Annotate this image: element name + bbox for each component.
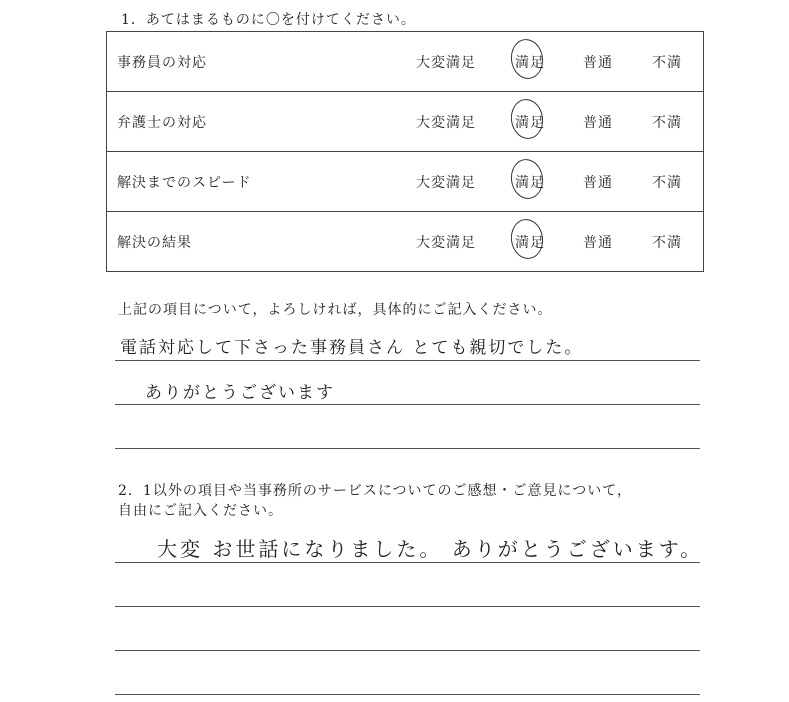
selection-circle bbox=[508, 157, 545, 201]
handwritten-feedback: 大変 お世話になりました。 ありがとうございます。 bbox=[157, 537, 704, 561]
option-dissatisfied[interactable]: 不満 bbox=[652, 55, 682, 71]
table-row bbox=[107, 152, 703, 212]
comment-prompt: 上記の項目について，よろしければ，具体的にご記入ください。 bbox=[118, 302, 553, 318]
option-satisfied[interactable]: 満足 bbox=[515, 115, 545, 131]
option-very-satisfied[interactable]: 大変満足 bbox=[416, 115, 476, 131]
selection-circle bbox=[508, 97, 545, 141]
option-neutral[interactable]: 普通 bbox=[583, 235, 613, 251]
writing-line bbox=[115, 360, 700, 361]
selection-circle bbox=[508, 217, 545, 261]
writing-line bbox=[115, 404, 700, 405]
table-row bbox=[107, 32, 703, 92]
row-label: 弁護士の対応 bbox=[117, 115, 207, 131]
option-very-satisfied[interactable]: 大変満足 bbox=[416, 55, 476, 71]
row-label: 解決の結果 bbox=[117, 235, 192, 251]
option-neutral[interactable]: 普通 bbox=[583, 115, 613, 131]
section2-heading: 2．1以外の項目や当事務所のサービスについてのご感想・ご意見について， bbox=[118, 483, 632, 499]
option-satisfied[interactable]: 満足 bbox=[515, 175, 545, 191]
satisfaction-table bbox=[106, 31, 704, 272]
selection-circle bbox=[508, 37, 545, 81]
handwritten-comment-line: 電話対応して下さった事務員さん とても親切でした。 bbox=[120, 338, 584, 358]
writing-line bbox=[115, 448, 700, 449]
writing-line bbox=[115, 562, 700, 563]
option-satisfied[interactable]: 満足 bbox=[515, 55, 545, 71]
option-very-satisfied[interactable]: 大変満足 bbox=[416, 235, 476, 251]
writing-line bbox=[115, 606, 700, 607]
option-neutral[interactable]: 普通 bbox=[583, 55, 613, 71]
table-row bbox=[107, 92, 703, 152]
option-dissatisfied[interactable]: 不満 bbox=[652, 115, 682, 131]
option-neutral[interactable]: 普通 bbox=[583, 175, 613, 191]
option-very-satisfied[interactable]: 大変満足 bbox=[416, 175, 476, 191]
option-dissatisfied[interactable]: 不満 bbox=[652, 175, 682, 191]
writing-line bbox=[115, 694, 700, 695]
option-satisfied[interactable]: 満足 bbox=[515, 235, 545, 251]
option-dissatisfied[interactable]: 不満 bbox=[652, 235, 682, 251]
handwritten-comment-line: ありがとうございます bbox=[145, 383, 335, 403]
section2-heading-continued: 自由にご記入ください。 bbox=[118, 503, 283, 519]
writing-line bbox=[115, 650, 700, 651]
table-row bbox=[107, 212, 703, 272]
row-label: 解決までのスピード bbox=[117, 175, 252, 191]
section1-heading: 1．あてはまるものに〇を付けてください。 bbox=[121, 12, 416, 28]
row-label: 事務員の対応 bbox=[117, 55, 207, 71]
